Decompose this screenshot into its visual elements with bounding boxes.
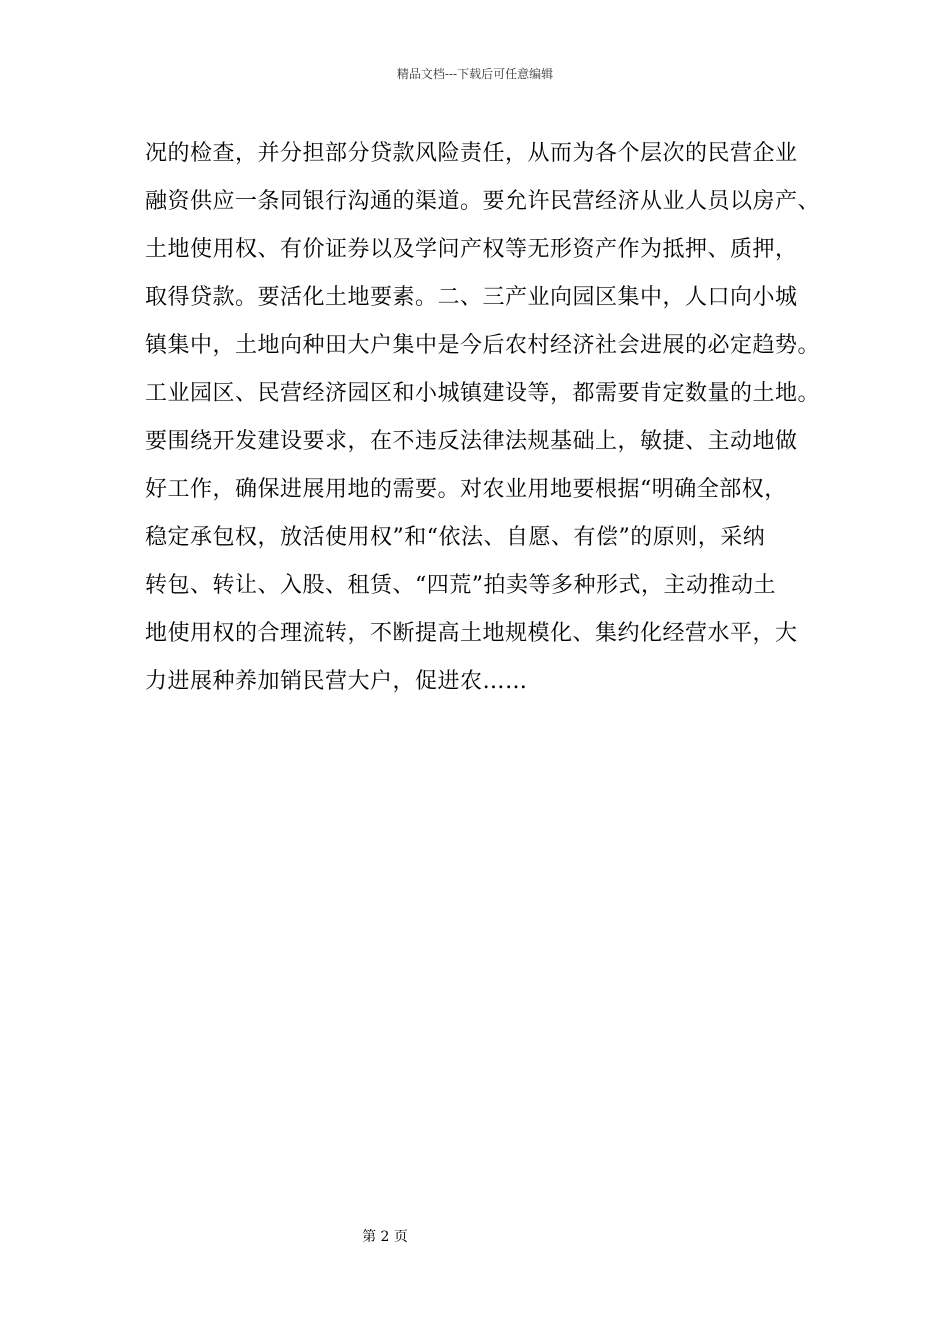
body-line-2: 融资供应一条同银行沟通的渠道。要允许民营经济从业人员以房产、 xyxy=(145,189,821,214)
body-line-6: 工业园区、民营经济园区和小城镇建设等，都需要肯定数量的土地。 xyxy=(145,381,821,406)
body-line-8: 好工作，确保进展用地的需要。对农业用地要根据“明确全部权， xyxy=(145,477,787,502)
body-line-5: 镇集中，土地向种田大户集中是今后农村经济社会进展的必定趋势。 xyxy=(145,333,821,358)
page-header: 精品文档---下载后可任意编辑 xyxy=(396,67,554,81)
document-body xyxy=(145,130,825,706)
body-line-4: 取得贷款。要活化土地要素。二、三产业向园区集中，人口向小城 xyxy=(145,285,798,310)
body-line-3: 土地使用权、有价证券以及学问产权等无形资产作为抵押、质押， xyxy=(145,237,798,262)
body-line-12: 力进展种养加销民营大户，促进农…… xyxy=(145,669,528,694)
body-line-10: 转包、转让、入股、租赁、“四荒”拍卖等多种形式，主动推动土 xyxy=(145,573,776,598)
page-number: 第 2 页 xyxy=(362,1229,408,1245)
body-line-9: 稳定承包权，放活使用权”和“依法、自愿、有偿”的原则，采纳 xyxy=(145,525,766,550)
body-line-1: 况的检查，并分担部分贷款风险责任，从而为各个层次的民营企业 xyxy=(145,141,798,166)
body-line-7: 要围绕开发建设要求，在不违反法律法规基础上，敏捷、主动地做 xyxy=(145,429,798,454)
body-line-11: 地使用权的合理流转，不断提高土地规模化、集约化经营水平，大 xyxy=(145,621,798,646)
